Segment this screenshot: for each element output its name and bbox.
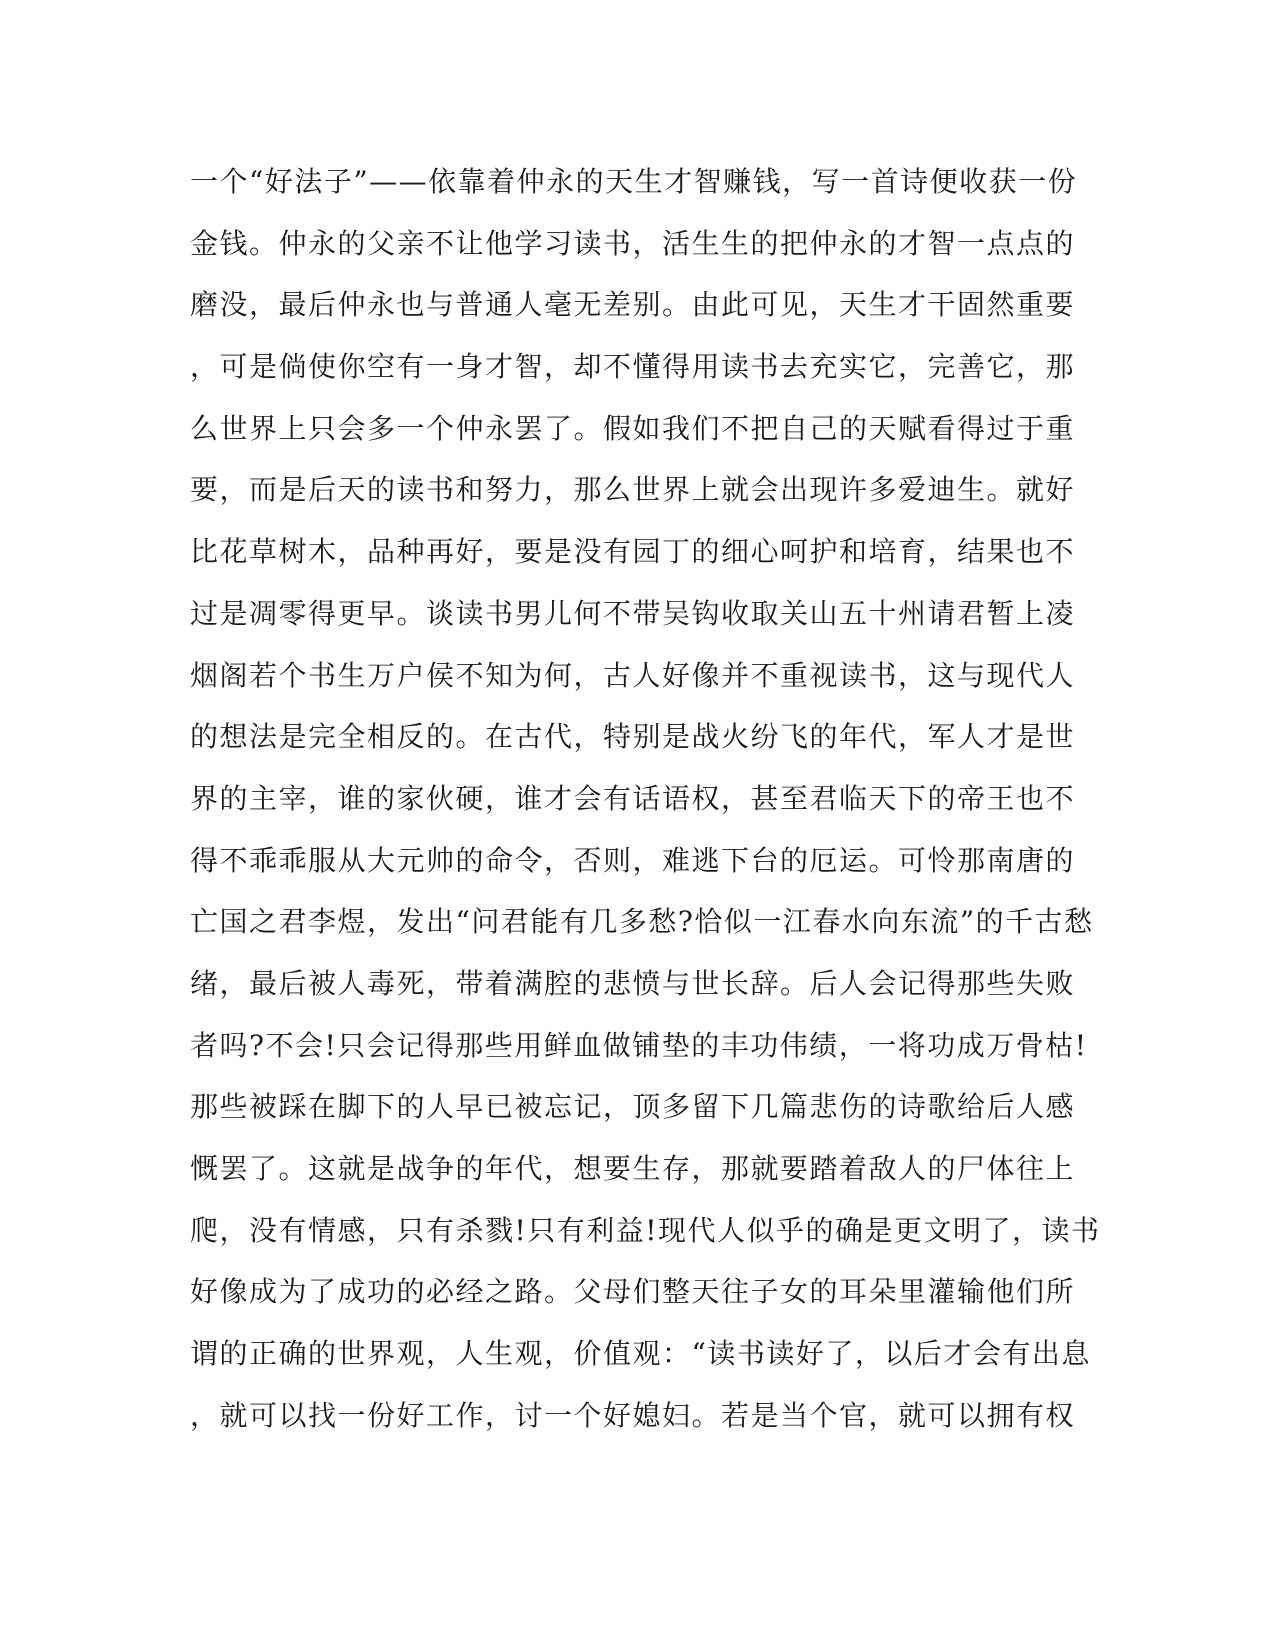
text-line: 绪，最后被人毒死，带着满腔的悲愤与世长辞。后人会记得那些失败 bbox=[190, 966, 1076, 1000]
text-line: 么世界上只会多一个仲永罢了。假如我们不把自己的天赋看得过于重 bbox=[190, 411, 1076, 445]
text-line: 好像成为了成功的必经之路。父母们整天往子女的耳朵里灌输他们所 bbox=[190, 1275, 1076, 1309]
text-line: 金钱。仲永的父亲不让他学习读书，活生生的把仲永的才智一点点的 bbox=[190, 226, 1076, 260]
text-line: 比花草树木，品种再好，要是没有园丁的细心呵护和培育，结果也不 bbox=[190, 535, 1076, 569]
text-line: 得不乖乖服从大元帅的命令，否则，难逃下台的厄运。可怜那南唐的 bbox=[190, 843, 1076, 877]
text-line: 过是凋零得更早。谈读书男儿何不带吴钩收取关山五十州请君暂上凌 bbox=[190, 596, 1076, 630]
text-line: 烟阁若个书生万户侯不知为何，古人好像并不重视读书，这与现代人 bbox=[190, 658, 1076, 692]
text-line: 磨没，最后仲永也与普通人毫无差别。由此可见，天生才干固然重要 bbox=[190, 288, 1076, 322]
text-line: ，就可以找一份好工作，讨一个好媳妇。若是当个官，就可以拥有权 bbox=[190, 1398, 1076, 1432]
text-line: 者吗?不会!只会记得那些用鲜血做铺垫的丰功伟绩，一将功成万骨枯! bbox=[190, 1028, 1088, 1062]
text-line: 的想法是完全相反的。在古代，特别是战火纷飞的年代，军人才是世 bbox=[190, 720, 1076, 754]
body-text bbox=[190, 162, 1101, 1457]
text-line: ，可是倘使你空有一身才智，却不懂得用读书去充实它，完善它，那 bbox=[190, 350, 1076, 384]
text-line: 亡国之君李煜，发出“问君能有几多愁?恰似一江春水向东流”的千古愁 bbox=[190, 905, 1094, 939]
text-line: 慨罢了。这就是战争的年代，想要生存，那就要踏着敌人的尸体往上 bbox=[190, 1152, 1076, 1185]
text-line: 那些被踩在脚下的人早已被忘记，顶多留下几篇悲伤的诗歌给后人感 bbox=[190, 1090, 1076, 1124]
text-line: 要，而是后天的读书和努力，那么世界上就会出现许多爱迪生。就好 bbox=[190, 473, 1076, 507]
text-line: 爬，没有情感，只有杀戮!只有利益!现代人似乎的确是更文明了，读书 bbox=[190, 1213, 1101, 1247]
text-line: 谓的正确的世界观，人生观，价值观：“读书读好了，以后才会有出息 bbox=[190, 1337, 1091, 1371]
text-line: 界的主宰，谁的家伙硬，谁才会有话语权，甚至君临天下的帝王也不 bbox=[190, 781, 1076, 815]
text-line: 一个“好法子”——依靠着仲永的天生才智赚钱，写一首诗便收获一份 bbox=[190, 165, 1078, 198]
